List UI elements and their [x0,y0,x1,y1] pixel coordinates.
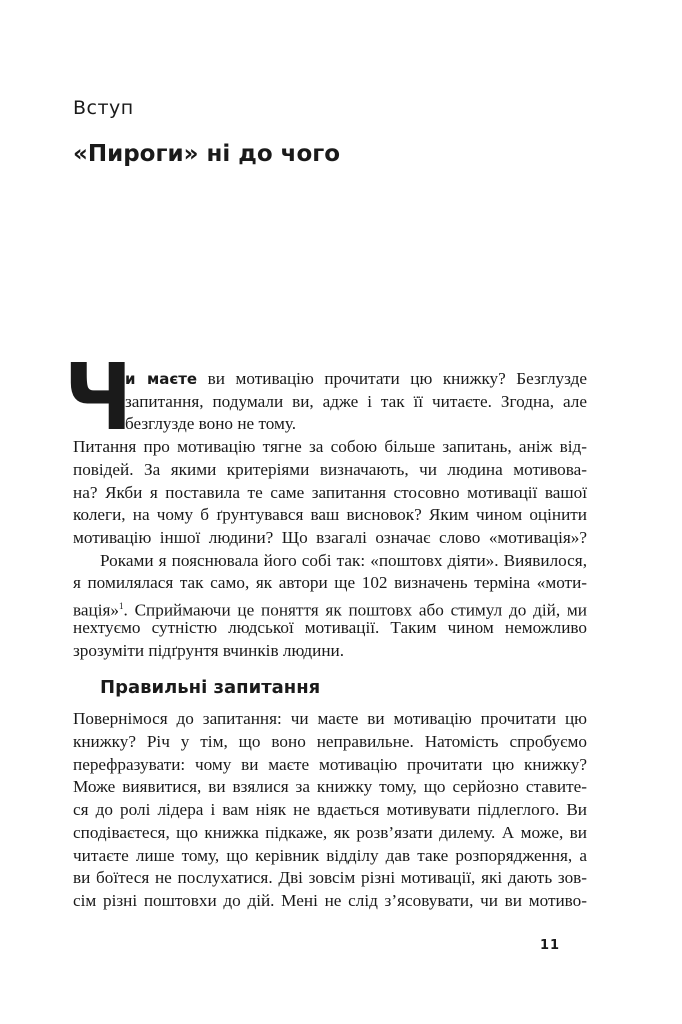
text-line: читаєте лише тому, що керівник відділу дав таке розпорядження, а [73,846,587,865]
text-span: вація» [73,600,119,620]
text-line: Роками я пояснювала його собі так: «поштовх діяти». Виявилося, [100,551,587,570]
section-heading: Правильні запитання [100,677,321,698]
text-span: ви мотивацію прочитати цю книжку? Безглузде [197,369,588,388]
text-line: Повернімося до запитання: чи маєте ви мотивацію прочитати цю [73,709,587,728]
text-line: зрозуміти підґрунтя вчинків людини. [73,641,345,660]
text-line: колеги, на чому б ґрунтувався ваш висновок? Яким чином оцінити [73,505,587,524]
text-line: ви боїтеся не послухатися. Дві зовсім різні мотивації, які дають зов- [73,868,587,887]
text-line: я помилялася так само, як автори ще 102 визначень терміна «моти- [73,573,587,592]
text-line: повідей. За якими критеріями визначають, чи людина мотивова- [73,460,587,479]
text-line: безглузде воно не тому. [125,414,297,433]
text-line: нехтуємо сутністю людської мотивації. Таким чином неможливо [73,618,587,637]
text-span: . Сприймаючи це поняття як поштовх або стимул до дій, ми [123,600,587,620]
text-line: сподіваєтеся, що книжка підкаже, як розв’язати дилему. А може, ви [73,823,587,842]
lead-bold: и маєте [125,370,198,388]
text-line: мотивацію іншої людини? Що взагалі означає слово «мотивація»? [73,528,587,547]
text-line: перефразувати: чому ви маєте мотивацію прочитати цю книжку? [73,755,587,774]
text-line: книжку? Річ у тім, що воно неправильне. Натомість спробуємо [73,732,587,751]
text-line: на? Якби я поставила те саме запитання стосовно мотивації вашої [73,483,587,502]
text-line [125,368,587,390]
footnote-ref[interactable]: 1 [119,601,124,611]
text-line: Питання про мотивацію тягне за собою більше запитань, аніж від- [73,437,587,456]
text-line: Може виявитися, ви взялися за книжку тому, що серйозно ставите- [73,777,587,796]
text-line: запитання, подумали ви, адже і так її читаєте. Згодна, але [125,392,587,411]
text-line: сім різні поштовхи до дій. Мені не слід з’ясовувати, чи ви мотиво- [73,891,587,910]
text-line: ся до ролі лідера і вам ніяк не вдається мотивувати підлеглого. Ви [73,800,587,819]
chapter-label: Вступ [73,97,134,119]
chapter-title: «Пироги» ні до чого [73,141,341,167]
drop-cap: Ч [64,344,133,451]
page-number: 11 [540,938,561,953]
